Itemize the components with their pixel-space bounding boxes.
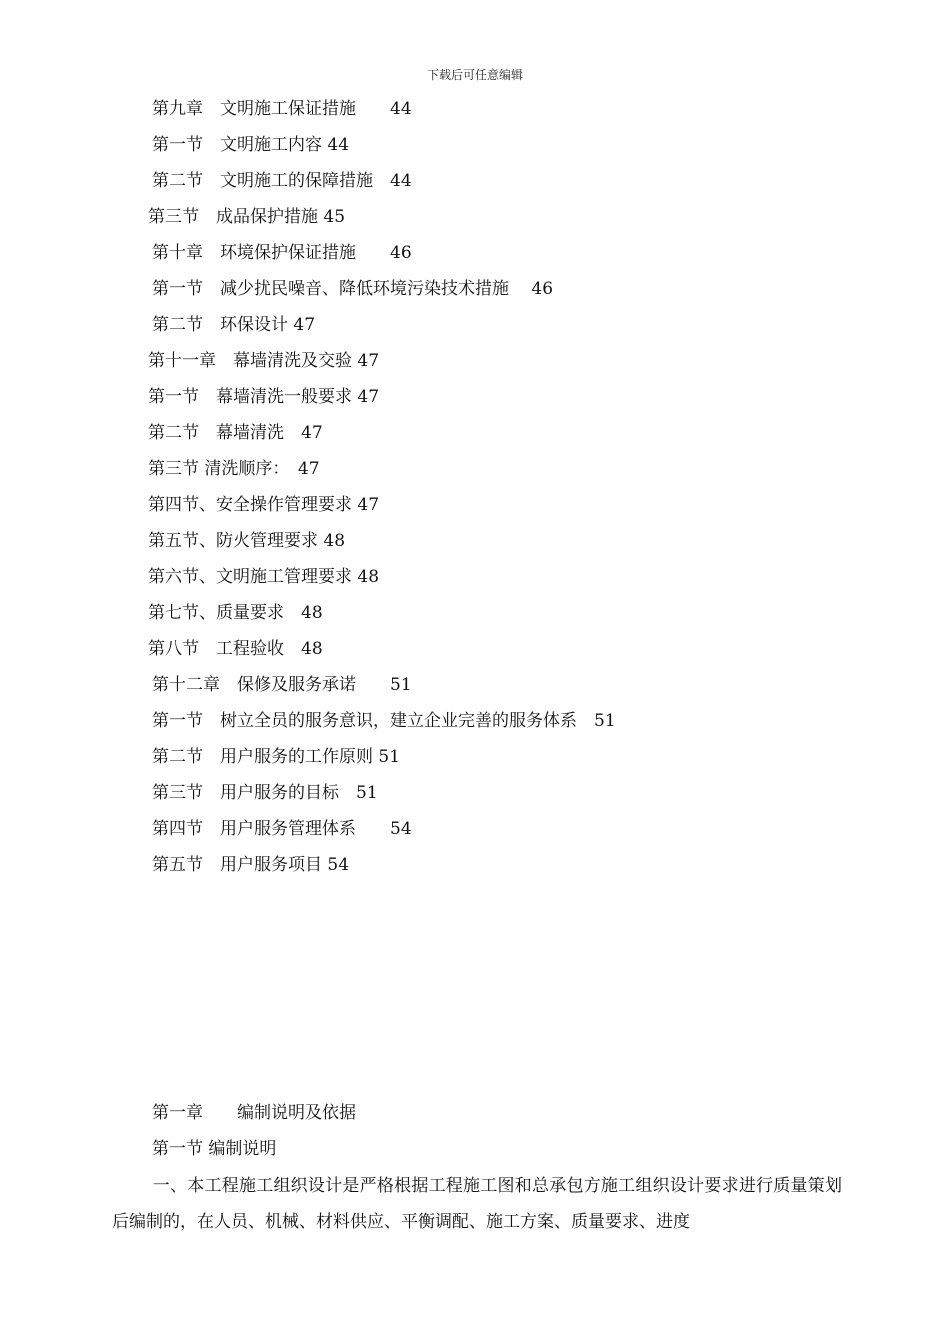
chapter-heading: 第一章 编制说明及依据 [152,1103,356,1123]
toc-entry[interactable]: 第八节 工程验收 48 [148,639,323,659]
toc-entry[interactable]: 第一节 树立全员的服务意识，建立企业完善的服务体系 51 [152,711,616,731]
toc-entry[interactable]: 第十章 环境保护保证措施 46 [152,243,412,263]
toc-entry[interactable]: 第二节 环保设计 47 [152,315,316,335]
page-header: 下载后可任意编辑 [426,68,523,82]
toc-entry[interactable]: 第五节、防火管理要求 48 [148,531,346,551]
toc-entry[interactable]: 第三节 清洗顺序： 47 [148,459,320,479]
toc-entry[interactable]: 第十二章 保修及服务承诺 51 [152,675,412,695]
toc-entry[interactable]: 第三节 成品保护措施 45 [148,207,346,227]
toc-entry[interactable]: 第四节、安全操作管理要求 47 [148,495,380,515]
toc-entry[interactable]: 第二节 幕墙清洗 47 [148,423,323,443]
section-heading: 第一节 编制说明 [152,1139,277,1159]
toc-entry[interactable]: 第二节 文明施工的保障措施 44 [152,171,412,191]
toc-entry[interactable]: 第七节、质量要求 48 [148,603,323,623]
toc-entry[interactable]: 第二节 用户服务的工作原则 51 [152,747,401,767]
body-paragraph: 一、本工程施工组织设计是严格根据工程施工图和总承包方施工组织设计要求进行质量策划后编制的，在人员、机械、材料供应、平衡调配、施工方案、质量要求、进度 [112,1176,842,1232]
toc-entry[interactable]: 第五节 用户服务项目 54 [152,855,350,875]
toc-entry[interactable]: 第三节 用户服务的目标 51 [152,783,378,803]
toc-entry[interactable]: 第一节 减少扰民噪音、降低环境污染技术措施 46 [152,279,554,299]
toc-entry[interactable]: 第一节 幕墙清洗一般要求 47 [148,387,380,407]
toc-entry[interactable]: 第四节 用户服务管理体系 54 [152,819,412,839]
toc-entry[interactable]: 第十一章 幕墙清洗及交验 47 [148,351,380,371]
toc-entry[interactable]: 第六节、文明施工管理要求 48 [148,567,380,587]
toc-entry[interactable]: 第九章 文明施工保证措施 44 [152,99,412,119]
toc-entry[interactable]: 第一节 文明施工内容 44 [152,135,350,155]
